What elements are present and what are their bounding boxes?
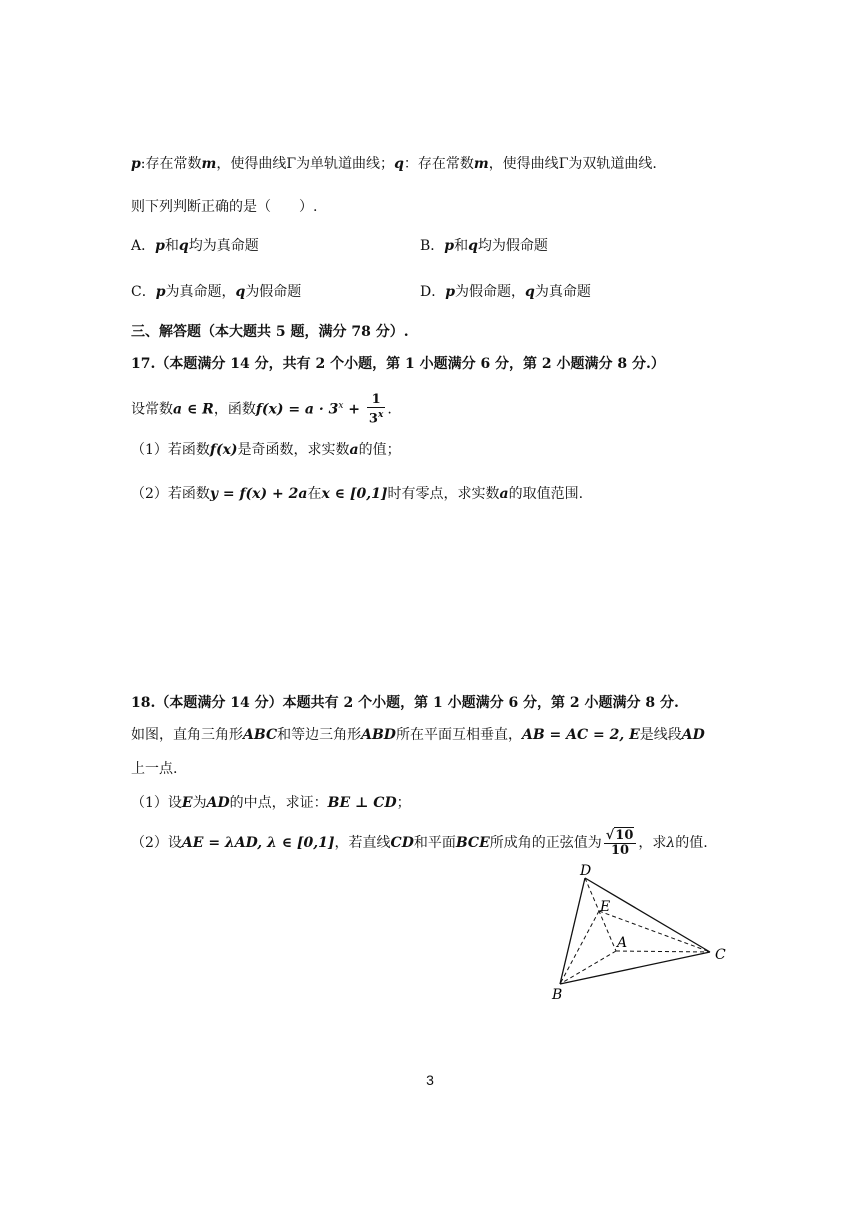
sqrt-fraction: $\frac{√10}{10}$	[604, 829, 637, 858]
page-number: 3	[426, 1072, 434, 1088]
edge-db	[560, 878, 585, 984]
q17-intro: 设常数a ∈ R，函数$f(x) = a \cdot 3^x$ + $\frac{1}{3^x}$ .	[131, 391, 392, 427]
label-e: E	[600, 899, 611, 915]
fraction: $\frac{1}{3^x}$	[368, 391, 384, 427]
q18-header: 18.（本题满分 14 分）本题共有 2 个小题，第 1 小题满分 6 分，第 2 小题满分 8 分.	[131, 695, 679, 711]
q18-intro: 如图，直角三角形ABC和等边三角形ABD所在平面互相垂直，AB = AC = 2, E是线段AD	[131, 727, 705, 743]
prev-pq-line: p:存在常数m，使得曲线Γ为单轨道曲线；q：存在常数m，使得曲线Γ为双轨道曲线.	[131, 156, 657, 172]
prev-question: 则下列判断正确的是（ ）.	[131, 199, 318, 215]
q17-header: 17.（本题满分 14 分，共有 2 个小题，第 1 小题满分 6 分，第 2 小题满分 8 分.）	[131, 356, 665, 372]
q18-intro-cont: 上一点.	[131, 761, 178, 777]
option-b: B．p和q均为假命题	[420, 238, 548, 254]
label-c: C	[715, 947, 726, 963]
edge-ec	[599, 911, 710, 952]
section-heading: 三、解答题（本大题共 5 题，满分 78 分）.	[131, 324, 409, 340]
edge-bc	[560, 952, 710, 984]
option-a: A．p和q均为真命题	[131, 238, 259, 254]
label-d: D	[580, 863, 592, 879]
label-b: B	[552, 987, 563, 1003]
label-a: A	[617, 935, 628, 951]
edge-dc	[585, 878, 710, 952]
option-d: D．p为假命题，q为真命题	[420, 284, 591, 300]
edge-ac	[616, 951, 710, 952]
q18-part1: （1）设E为AD的中点，求证：BE ⊥ CD；	[131, 795, 411, 811]
q17-part2: （2）若函数y = f(x) + 2a在x ∈ [0,1]时有零点，求实数a的取值范围.	[131, 486, 584, 502]
option-c: C．p为真命题，q为假命题	[131, 284, 302, 300]
q17-part1: （1）若函数f(x)是奇函数，求实数a的值；	[131, 442, 401, 458]
pyramid-figure	[545, 862, 745, 1012]
q18-part2: （2）设AE = λAD, λ ∈ [0,1]，若直线CD和平面BCE所成角的正弦值为 $\frac{√10}{10}$ ，求λ的值.	[131, 827, 708, 858]
